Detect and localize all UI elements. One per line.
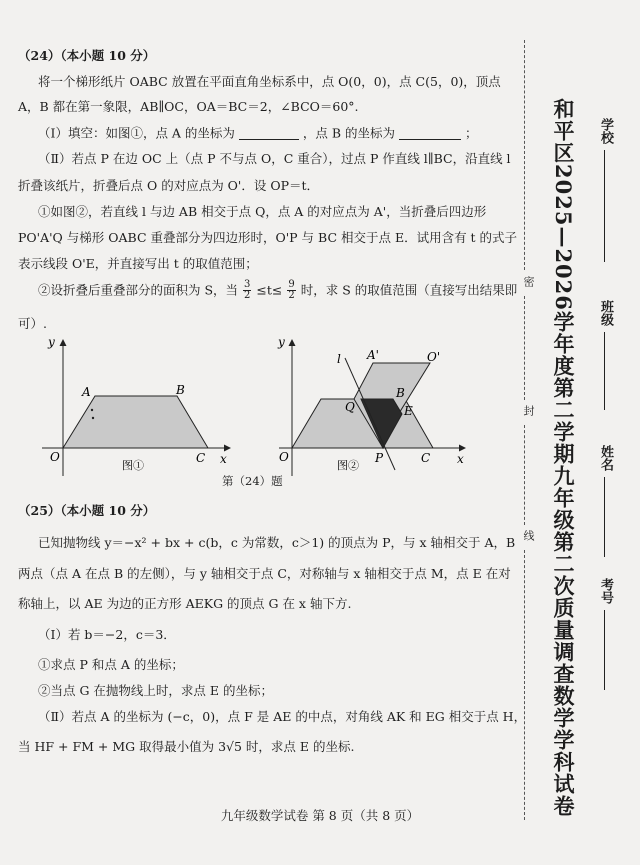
axis-label-y: y — [278, 335, 285, 349]
q24-part1-prefix: （Ⅰ）填空：如图①，点 A 的坐标为 — [38, 125, 235, 141]
exam-id-label: 考号 — [598, 578, 613, 604]
figure-2 — [275, 330, 475, 480]
school-field[interactable] — [604, 150, 605, 262]
q25-text: 称轴上，以 AE 为边的正方形 AEKG 的顶点 G 在 x 轴下方. — [18, 596, 352, 611]
point-label-c: C — [421, 451, 431, 465]
fraction: $\frac{3}{2}$ — [244, 279, 251, 301]
answer-blank-b[interactable] — [399, 127, 461, 140]
point-label-c: C — [196, 451, 206, 465]
point-label-o: O — [50, 450, 60, 464]
answer-blank-a[interactable] — [239, 127, 299, 140]
point-label-b: B — [176, 383, 185, 397]
q24-text: 将一个梯形纸片 OABC 放置在平面直角坐标系中，点 O(0，0)，点 C(5，0)，顶点 — [38, 74, 501, 89]
q25-text: 已知抛物线 y＝−x² + bx + c(b，c 为常数，c＞1) 的顶点为 P，与 x 轴相交于 A，B — [38, 535, 516, 550]
page-footer: 九年级数学试卷 第 8 页（共 8 页） — [220, 808, 420, 823]
q24-part1 — [38, 127, 478, 140]
seal-dashed-line — [524, 40, 525, 270]
seal-label: 线 — [522, 530, 535, 541]
line-label-l: l — [337, 352, 341, 366]
seal-label: 封 — [522, 405, 535, 416]
q24-sub1: ①如图②，若直线 l 与边 AB 相交于点 Q，点 A 的对应点为 A'，当折叠后四边形 — [38, 204, 487, 219]
q24-sub2-suffix: 时，求 S 的取值范围（直接写出结果即 — [300, 282, 518, 298]
q24-sub2-prefix: ②设折叠后重叠部分的面积为 S，当 — [38, 282, 239, 298]
q25-sub2: ②当点 G 在抛物线上时，求点 E 的坐标； — [38, 683, 274, 698]
axis-label-x: x — [220, 452, 227, 466]
q24-part2: 折叠该纸片，折叠后点 O 的对应点为 O'．设 OP＝t． — [18, 178, 320, 193]
q24-sub1: 表示线段 O'E，并直接写出 t 的取值范围； — [18, 256, 258, 271]
axis-label-y: y — [48, 335, 55, 349]
point-label-e: E — [404, 404, 413, 418]
q25-header: （25）（本小题 10 分） — [18, 503, 156, 518]
figure-label: 图② — [337, 459, 359, 472]
q24-sub2-ineq: ≤t≤ — [256, 282, 283, 298]
point-label-p: P — [375, 451, 384, 465]
figure-1 — [30, 330, 240, 480]
point-label-o: O — [279, 450, 289, 464]
q24-part2: （Ⅱ）若点 P 在边 OC 上（点 P 不与点 O，C 重合），过点 P 作直线 l∥BC，沿直线 l — [38, 151, 511, 166]
exam-id-field[interactable] — [604, 610, 605, 690]
class-label: 班级 — [598, 300, 613, 326]
seal-dashed-line — [524, 296, 525, 400]
exam-title: 和平区2025—2026学年度第二学期九年级第二次质量调查数学学科试卷 — [551, 98, 576, 817]
seal-label: 密 — [522, 276, 535, 287]
q25-part1: （Ⅰ）若 b＝−2，c＝3． — [38, 627, 176, 642]
seal-dashed-line — [524, 425, 525, 525]
trapezoid-oabc — [63, 396, 208, 448]
q25-text: 两点（点 A 在点 B 的左侧），与 y 轴相交于点 C，对称轴与 x 轴相交于点 M，点 E 在对 — [18, 566, 511, 581]
name-label: 姓名 — [598, 445, 613, 471]
point-label-q: Q — [345, 400, 355, 414]
q24-part1-end: ； — [465, 125, 478, 141]
q24-sub1: PO'A'Q 与梯形 OABC 重叠部分为四边形时，O'P 与 BC 相交于点 E．试用含有 t 的式子 — [18, 230, 518, 245]
figure-label: 图① — [122, 459, 144, 472]
fraction: $\frac{9}{2}$ — [288, 279, 295, 301]
q24-part1-mid: ，点 B 的坐标为 — [302, 125, 396, 141]
school-label: 学校 — [598, 118, 613, 144]
q24-sub2 — [38, 280, 517, 301]
name-field[interactable] — [604, 477, 605, 557]
q25-part2: 当 HF + FM + MG 取得最小值为 3√5 时，求点 E 的坐标. — [18, 739, 355, 754]
point-label-b: B — [396, 386, 405, 400]
point-label-o-prime: O' — [427, 350, 441, 364]
seal-dashed-line — [524, 550, 525, 820]
class-field[interactable] — [604, 332, 605, 410]
q24-text: A，B 都在第一象限，AB∥OC，OA＝BC＝2，∠BCO＝60°. — [18, 99, 359, 114]
q25-sub1: ①求点 P 和点 A 的坐标； — [38, 657, 184, 672]
q25-part2: （Ⅱ）若点 A 的坐标为 (−c，0)，点 F 是 AE 的中点，对角线 AK 和 EG 相交于点 H， — [38, 709, 527, 724]
dot — [91, 409, 93, 411]
q24-header: （24）（本小题 10 分） — [18, 48, 156, 63]
axis-label-x: x — [457, 452, 464, 466]
point-label-a-prime: A' — [367, 348, 379, 362]
point-label-a: A — [82, 385, 91, 399]
q24-sub2: 可）. — [18, 316, 47, 331]
dot — [92, 417, 94, 419]
figure-caption: 第（24）题 — [222, 474, 283, 488]
